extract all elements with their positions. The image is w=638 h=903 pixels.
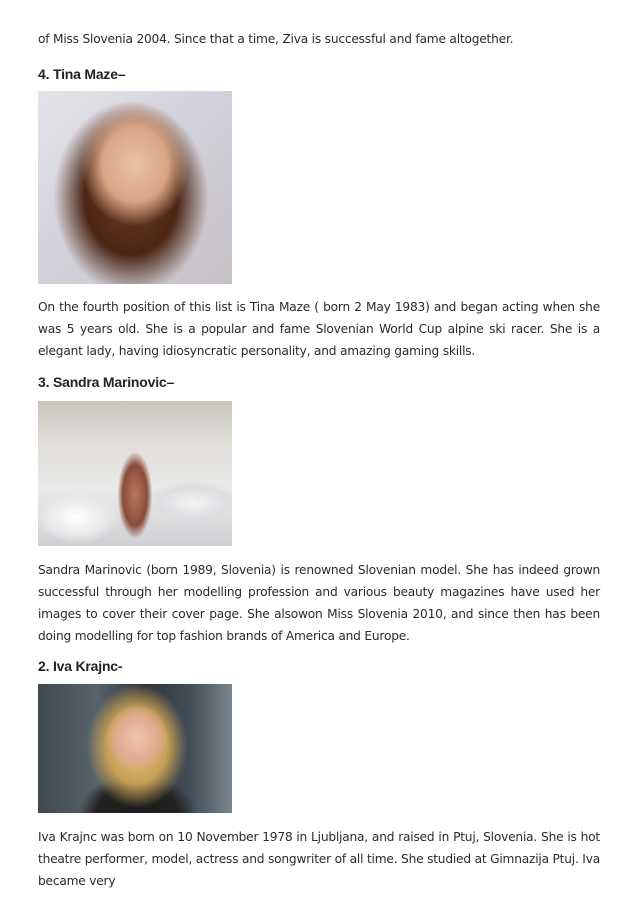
section-heading-tina-maze: 4. Tina Maze– bbox=[38, 66, 126, 82]
iva-krajnc-photo bbox=[38, 684, 232, 813]
sandra-marinovic-paragraph: Sandra Marinovic (born 1989, Slovenia) is renowned Slovenian model. She has indeed grown successful through her modelling profession and various beauty magazines have used her images to cover their cover page. She alsowon Miss Slovenia 2010, and since then has been doing modelling for top fashion brands of America and Europe. bbox=[38, 563, 600, 643]
tina-maze-photo bbox=[38, 91, 232, 284]
section-heading-sandra-marinovic: 3. Sandra Marinovic– bbox=[38, 374, 175, 390]
intro-paragraph: of Miss Slovenia 2004. Since that a time, Ziva is successful and fame altogether. bbox=[38, 32, 514, 46]
iva-krajnc-paragraph: Iva Krajnc was born on 10 November 1978 in Ljubljana, and raised in Ptuj, Slovenia. She is hot theatre performer, model, actress and songwriter of all time. She studied at Gimnazija Ptuj. Iva became very bbox=[38, 830, 600, 888]
tina-maze-paragraph: On the fourth position of this list is Tina Maze ( born 2 May 1983) and began acting when she was 5 years old. She is a popular and fame Slovenian World Cup alpine ski racer. She is a elegant lady, having idiosyncratic personality, and amazing gaming skills. bbox=[38, 300, 600, 358]
sandra-marinovic-photo bbox=[38, 401, 232, 546]
section-heading-iva-krajnc: 2. Iva Krajnc- bbox=[38, 658, 123, 674]
